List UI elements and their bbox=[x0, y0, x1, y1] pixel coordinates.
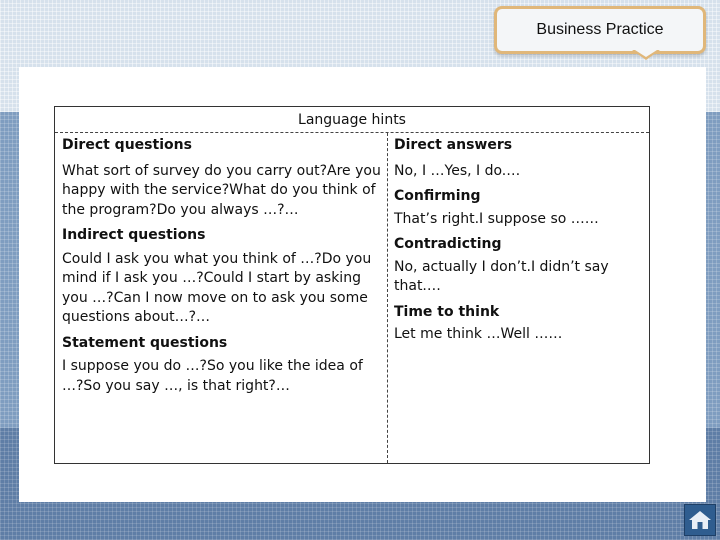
time-to-think-heading: Time to think bbox=[394, 303, 500, 320]
direct-answers-text: No, I …Yes, I do.… bbox=[394, 162, 521, 179]
statement-questions-text: I suppose you do …?So you like the idea of …?So you say …, is that right?… bbox=[62, 358, 363, 394]
statement-questions-heading: Statement questions bbox=[62, 334, 228, 351]
home-button[interactable] bbox=[684, 504, 716, 536]
contradicting-text: No, actually I don’t.I didn’t say that.… bbox=[394, 258, 609, 294]
direct-questions-text: What sort of survey do you carry out?Are you happy with the service?What do you think of the program?Do you always …?… bbox=[62, 162, 381, 218]
column-divider bbox=[387, 133, 388, 463]
time-to-think-text: Let me think …Well …… bbox=[394, 326, 563, 342]
contradicting-heading: Contradicting bbox=[394, 236, 502, 252]
answers-column bbox=[394, 136, 644, 347]
direct-questions-heading: Direct questions bbox=[62, 137, 192, 153]
section-tag-label: Business Practice bbox=[536, 21, 664, 38]
table-title: Language hints bbox=[55, 107, 649, 133]
confirming-heading: Confirming bbox=[394, 188, 481, 204]
language-hints-table bbox=[54, 106, 650, 464]
direct-answers-heading: Direct answers bbox=[394, 137, 513, 153]
indirect-questions-text: Could I ask you what you think of …?Do you mind if I ask you …?Could I start by asking you …?Can I now move on to ask you some questions about…?… bbox=[62, 250, 372, 325]
questions-column bbox=[62, 136, 382, 396]
confirming-text: That’s right.I suppose so …… bbox=[394, 210, 599, 227]
home-icon bbox=[685, 505, 715, 535]
indirect-questions-heading: Indirect questions bbox=[62, 227, 206, 243]
